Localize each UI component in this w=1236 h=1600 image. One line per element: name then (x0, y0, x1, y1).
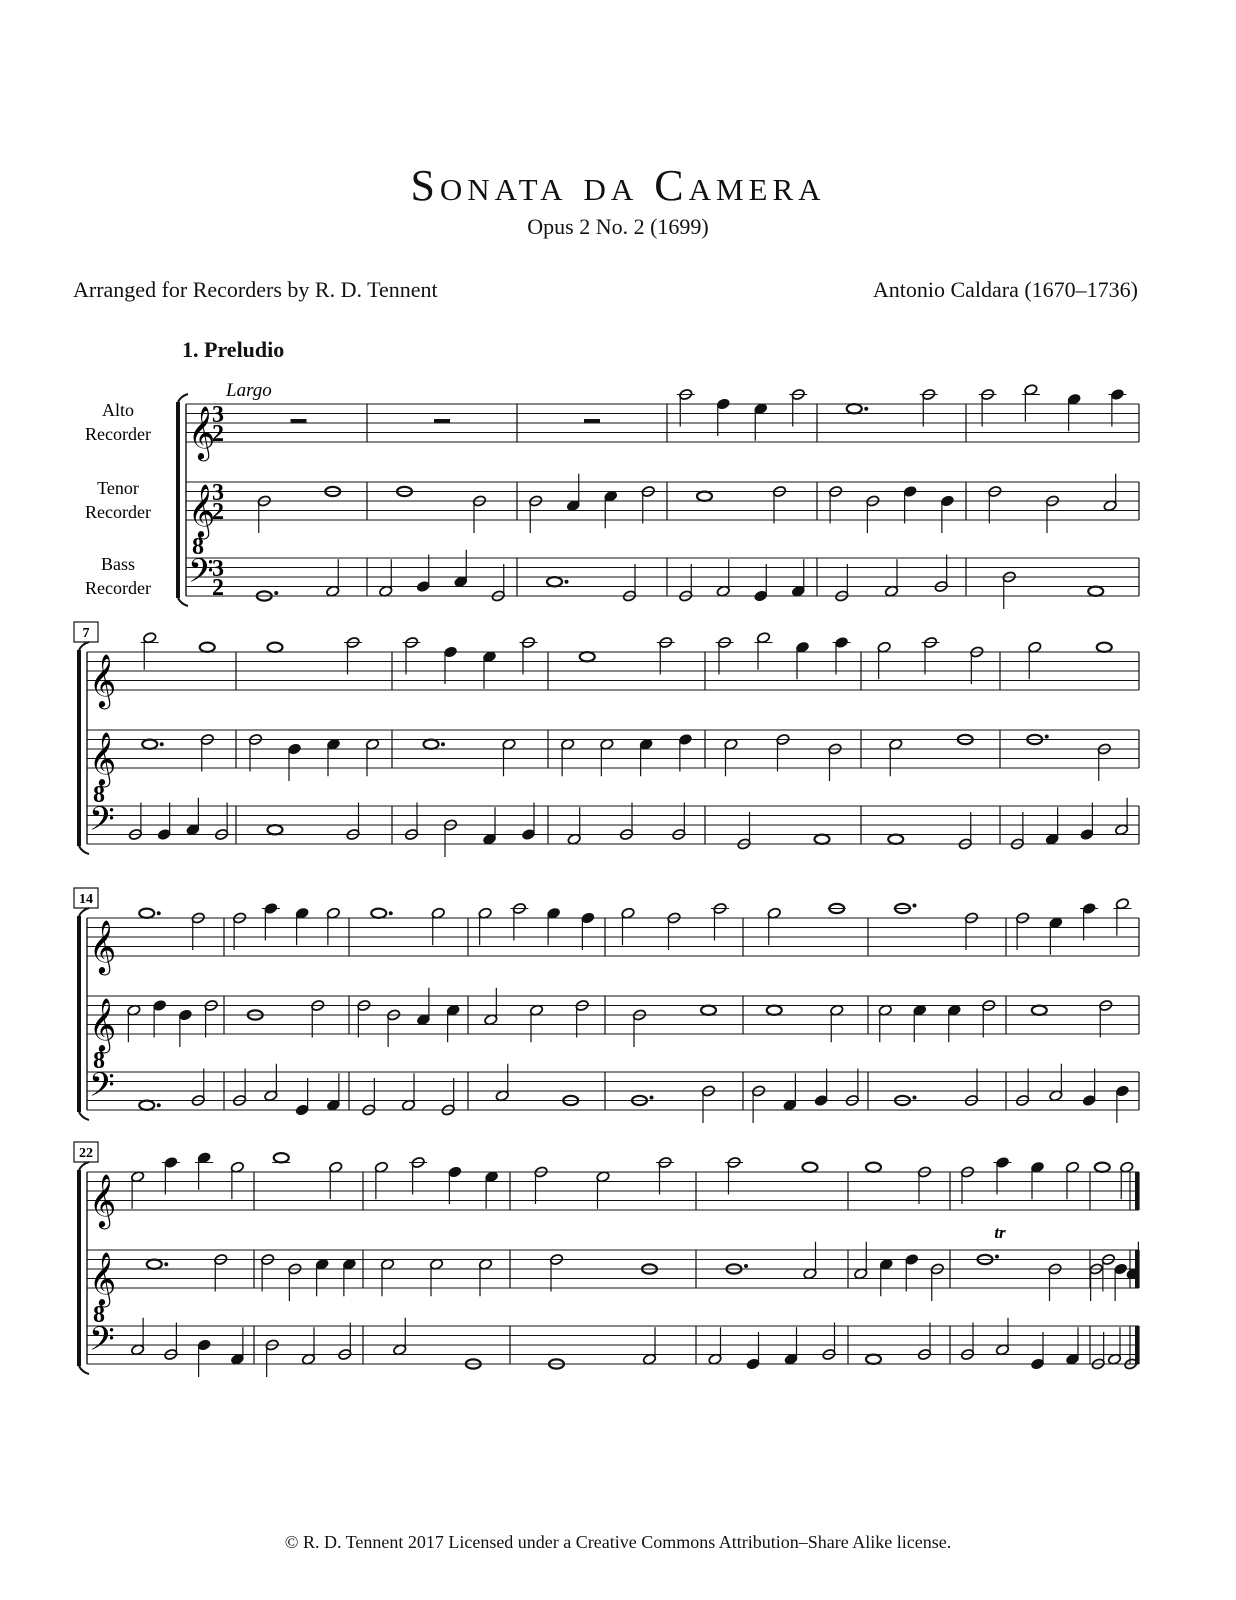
note-glyph (716, 559, 730, 597)
score-system (74, 622, 1139, 857)
note-glyph (478, 1258, 492, 1296)
score-system (74, 888, 1139, 1123)
instrument-label (85, 554, 151, 598)
note-glyph (484, 988, 498, 1026)
note-glyph (178, 1009, 192, 1047)
license-footer: © R. D. Tennent 2017 Licensed under a Creative Commons Attribution–Share Alike license. (284, 1532, 952, 1552)
note-glyph (567, 807, 581, 845)
note-glyph (268, 643, 283, 652)
note-glyph (186, 798, 200, 836)
note-glyph (502, 738, 516, 776)
note-glyph (326, 907, 340, 945)
note-glyph (754, 564, 768, 602)
note-glyph (510, 902, 528, 940)
note-glyph (1095, 1163, 1110, 1172)
treble-clef-icon: 𝄞 (188, 483, 216, 537)
rest-icon (291, 419, 307, 423)
note-glyph (791, 559, 805, 597)
note-glyph (495, 1064, 509, 1102)
note-glyph (642, 1327, 656, 1365)
treble-clef-icon: 𝄞 (89, 1173, 117, 1227)
note-glyph (380, 1258, 394, 1296)
note-glyph (197, 1339, 211, 1377)
note-glyph (416, 555, 430, 593)
note-glyph (478, 907, 492, 945)
note-glyph (580, 652, 595, 661)
note-glyph (393, 1318, 407, 1356)
note-glyph (1120, 1161, 1134, 1199)
treble-clef-icon: 𝄞 (188, 405, 216, 459)
note-glyph (711, 902, 729, 940)
svg-text:Tenor: Tenor (97, 478, 139, 498)
note-glyph (581, 912, 595, 950)
note-glyph (1065, 1161, 1079, 1199)
note-glyph (789, 388, 807, 426)
note-glyph (329, 1161, 343, 1199)
note-glyph (905, 1253, 919, 1291)
note-glyph (1103, 474, 1117, 512)
note-glyph (621, 907, 635, 945)
note-glyph (162, 1156, 180, 1194)
svg-text:Recorder: Recorder (85, 578, 151, 598)
note-glyph (448, 1166, 462, 1204)
note-glyph (922, 636, 940, 674)
note-glyph (1065, 1327, 1079, 1365)
note-glyph (446, 1004, 460, 1042)
note-glyph (365, 738, 379, 776)
note-glyph (416, 988, 430, 1026)
note-glyph (1030, 1161, 1044, 1199)
note-glyph (677, 388, 695, 426)
movement-title: 1. Preludio (182, 337, 285, 362)
note-glyph (815, 835, 830, 844)
note-glyph (443, 646, 457, 684)
svg-text:Bass: Bass (100, 554, 136, 574)
note-glyph (814, 1069, 828, 1107)
note-glyph (854, 1242, 868, 1280)
score-subtitle: Opus 2 No. 2 (1699) (527, 214, 709, 239)
note-glyph (604, 490, 618, 528)
note-glyph (701, 1006, 716, 1015)
note-glyph (141, 632, 159, 670)
time-signature-bottom: 2 (212, 421, 224, 447)
svg-text:Recorder: Recorder (85, 502, 151, 522)
score-system (74, 1142, 1140, 1377)
score-title: Sonata da Camera (410, 161, 826, 210)
note-glyph (301, 1327, 315, 1365)
note-glyph (947, 1004, 961, 1042)
note-glyph (344, 636, 362, 674)
treble-clef-icon: 𝄞 (89, 997, 117, 1051)
note-glyph (596, 1171, 610, 1209)
note-glyph (484, 1171, 498, 1209)
note-glyph (639, 738, 653, 776)
note-glyph (803, 1163, 818, 1172)
note-glyph (431, 907, 445, 945)
treble-clef-icon: 𝄞 (89, 653, 117, 707)
note-glyph (262, 902, 280, 940)
note-glyph (424, 740, 446, 749)
note-glyph (866, 1163, 881, 1172)
note-glyph (1049, 1064, 1063, 1102)
note-glyph (847, 404, 869, 413)
note-glyph (1107, 1327, 1121, 1365)
rest-icon (584, 419, 600, 423)
octave-mark-icon: 8 (93, 1048, 105, 1074)
tempo-marking: Largo (226, 380, 272, 401)
note-glyph (725, 1156, 743, 1194)
score-system (85, 380, 1139, 609)
note-glyph (371, 909, 393, 918)
note-glyph (940, 495, 954, 533)
note-glyph (1067, 393, 1081, 431)
rest-icon (434, 419, 450, 423)
octave-mark-icon: 8 (192, 534, 204, 560)
note-glyph (454, 550, 468, 588)
note-glyph (657, 636, 675, 674)
octave-mark-icon: 8 (93, 1302, 105, 1328)
note-glyph (678, 733, 692, 771)
note-glyph (566, 474, 580, 512)
note-glyph (920, 388, 938, 426)
note-glyph (130, 1318, 144, 1356)
note-glyph (828, 904, 846, 913)
svg-text:Recorder: Recorder (85, 424, 151, 444)
measure-number: 7 (82, 626, 90, 641)
note-glyph (401, 1073, 415, 1111)
note-glyph (1088, 587, 1103, 596)
note-glyph (979, 388, 997, 426)
time-signature-top: 3 (212, 480, 224, 506)
note-glyph (803, 1242, 817, 1280)
note-glyph (326, 559, 340, 597)
note-glyph (272, 1153, 290, 1162)
note-glyph (888, 835, 903, 844)
note-glyph (315, 1258, 329, 1296)
note-glyph (529, 1004, 543, 1042)
time-signature-bottom: 2 (212, 575, 224, 601)
note-glyph (866, 1355, 881, 1364)
note-glyph (884, 559, 898, 597)
note-glyph (521, 803, 535, 841)
note-glyph (482, 651, 496, 689)
note-glyph (264, 1064, 278, 1102)
measure-number: 22 (79, 1146, 93, 1161)
note-glyph (520, 636, 538, 674)
note-glyph (879, 1258, 893, 1296)
note-glyph (268, 825, 283, 834)
note-glyph (1030, 1332, 1044, 1370)
treble-clef-icon: 𝄞 (89, 731, 117, 785)
arranger-credit: Arranged for Recorders by R. D. Tennent (73, 277, 438, 302)
note-glyph (195, 1152, 213, 1190)
note-glyph (1045, 807, 1059, 845)
note-glyph (409, 1156, 427, 1194)
note-glyph (560, 738, 574, 776)
note-glyph (147, 1260, 169, 1269)
note-glyph (697, 492, 712, 501)
note-glyph (139, 1101, 161, 1110)
treble-clef-icon: 𝄞 (89, 1251, 117, 1305)
note-glyph (152, 999, 166, 1037)
final-barline (1135, 1326, 1139, 1364)
note-glyph (716, 636, 734, 674)
note-glyph (130, 1171, 144, 1209)
note-glyph (724, 738, 738, 776)
note-glyph (1114, 798, 1128, 836)
note-glyph (1082, 1069, 1096, 1107)
note-glyph (200, 643, 215, 652)
note-glyph (716, 398, 730, 436)
note-glyph (1032, 1006, 1047, 1015)
note-glyph (547, 577, 569, 586)
note-glyph (142, 740, 164, 749)
treble-clef-icon: 𝄞 (89, 919, 117, 973)
note-glyph (894, 904, 917, 914)
note-glyph (546, 907, 560, 945)
trill-mark: tr (994, 1223, 1006, 1242)
bass-clef-icon: 𝄢 (89, 1320, 115, 1367)
note-glyph (429, 1258, 443, 1296)
note-glyph (1049, 917, 1063, 955)
note-glyph (379, 559, 393, 597)
note-glyph (754, 403, 768, 441)
measure-number: 14 (79, 892, 93, 907)
final-barline (1135, 1172, 1139, 1210)
note-glyph (230, 1327, 244, 1365)
bass-clef-icon: 𝄢 (89, 800, 115, 847)
note-glyph (1022, 384, 1040, 422)
note-glyph (1080, 803, 1094, 841)
note-glyph (342, 1258, 356, 1296)
note-glyph (600, 738, 614, 776)
bass-clef-icon: 𝄢 (89, 1066, 115, 1113)
note-glyph (1080, 902, 1098, 940)
instrument-label (85, 400, 151, 444)
note-glyph (708, 1327, 722, 1365)
note-glyph (1115, 1085, 1129, 1123)
svg-text:Alto: Alto (101, 400, 135, 420)
note-glyph (833, 636, 851, 674)
final-barline (1135, 1250, 1139, 1288)
note-glyph (1113, 898, 1131, 936)
time-signature-top: 3 (212, 402, 224, 428)
note-glyph (139, 909, 161, 918)
note-glyph (878, 1004, 892, 1042)
note-glyph (482, 807, 496, 845)
bass-clef-icon: 𝄢 (188, 552, 214, 599)
note-glyph (767, 1006, 782, 1015)
note-glyph (1028, 641, 1042, 679)
note-glyph (795, 641, 809, 679)
note-glyph (295, 1078, 309, 1116)
note-glyph (913, 1004, 927, 1042)
note-glyph (994, 1156, 1012, 1194)
instrument-label (85, 478, 151, 522)
note-glyph (755, 632, 773, 670)
note-glyph (889, 738, 903, 776)
note-glyph (784, 1327, 798, 1365)
note-glyph (127, 1004, 141, 1042)
note-glyph (230, 1161, 244, 1199)
time-signature-bottom: 2 (212, 499, 224, 525)
note-glyph (157, 803, 171, 841)
note-glyph (1097, 643, 1112, 652)
note-glyph (326, 738, 340, 776)
time-signature-top: 3 (212, 556, 224, 582)
note-glyph (830, 1004, 844, 1042)
composer-credit: Antonio Caldara (1670–1736) (872, 277, 1138, 302)
note-glyph (287, 743, 301, 781)
note-glyph (877, 641, 891, 679)
note-glyph (746, 1332, 760, 1370)
note-glyph (1108, 388, 1126, 426)
note-glyph (374, 1161, 388, 1199)
note-glyph (403, 636, 421, 674)
note-glyph (1113, 1263, 1127, 1301)
note-glyph (903, 485, 917, 523)
note-glyph (783, 1073, 797, 1111)
note-glyph (295, 907, 309, 945)
note-glyph (656, 1156, 674, 1194)
octave-mark-icon: 8 (93, 782, 105, 808)
note-glyph (995, 1318, 1009, 1356)
note-glyph (326, 1073, 340, 1111)
note-glyph (767, 907, 781, 945)
